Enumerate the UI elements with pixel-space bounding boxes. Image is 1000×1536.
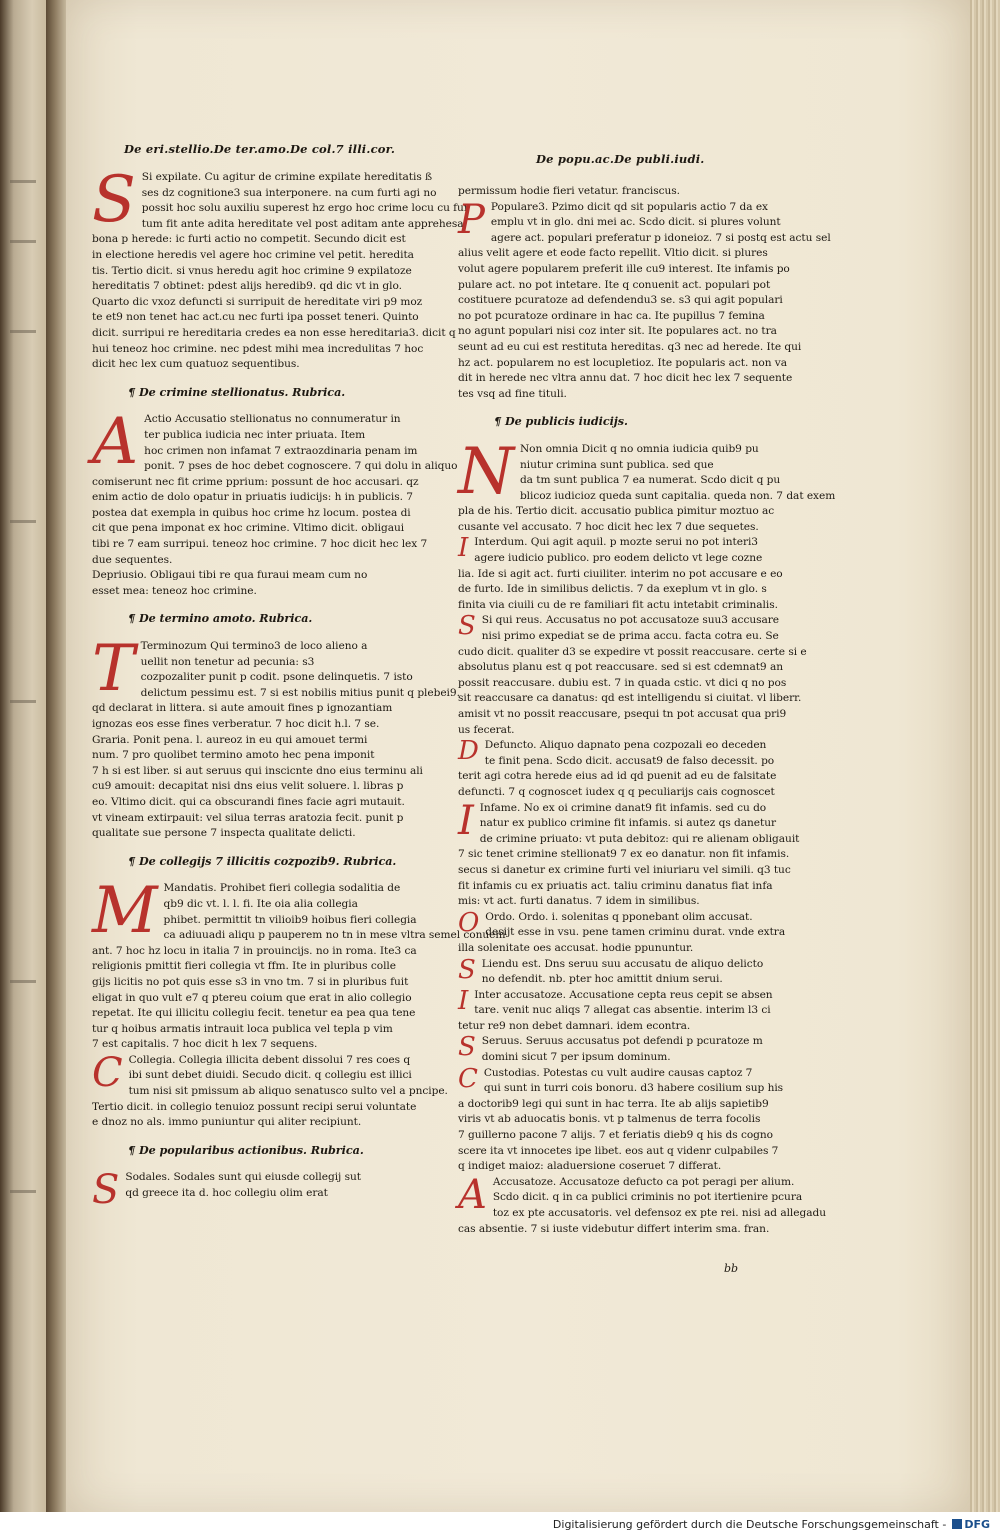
initial-a: A <box>92 405 139 480</box>
right-column <box>458 184 836 1237</box>
initial-n: N <box>458 434 514 509</box>
digitization-footer <box>0 1512 1000 1536</box>
rubric-stellionatus: ¶ De crimine stellionatus. Rubrica. <box>128 384 346 399</box>
initial-s-sodales: S <box>92 1167 120 1214</box>
initial-o: O <box>458 907 480 938</box>
signature-mark: bb <box>724 1262 739 1275</box>
dfg-logo-icon <box>952 1519 962 1529</box>
rubric-publicis-iudicijs: ¶ De publicis iudicijs. <box>494 414 628 429</box>
running-head-right: De popu.ac.De publi.iudi. <box>536 152 705 166</box>
initial-i-inter: I <box>458 985 469 1016</box>
initial-t: T <box>92 632 135 707</box>
paragraph-mandatis: M Mandatis. Prohibet fieri collegia sodalitia de qb9 dic vt. l. l. fi. Ite oia alia collegia phibet. permittit tn vilioib9 hoibus fieri collegia ca adiuuadi aliqu p pauperem no tn in mese vltra semel conueni ant. 7 hoc hz locu in italia 7 in prouincijs. no in roma. Ite3 ca religionis pmittit fieri collegia vt ffm. Ite in pluribus colle gijs licitis no pot quis esse s3 in vno tm. 7 si in pluribus fuit eligat in quo vult e7 q ptereu coium que erat in alio collegio repetat. Ite qui illicitu collegiu fecit. tenetur ea pea qua tene tur q hoibus armatis intrauit loca publica vel tepla p vim 7 est capitalis. 7 hoc dicit h lex 7 sequens. <box>92 874 506 1051</box>
paragraph-si-qui-reus: S Si qui reus. Accusatus no pot accusatoze suu3 accusare nisi primo expediat se de prima accu. facta cotra eu. Se cudo dicit. qualiter d3 se expedire vt possit reaccusare. certe si e absolutus planu est q pot reaccusare. sed si est cdemnat9 an possit reaccusare. dubiu est. 7 in quada cstic. vt dici q no pos sit reaccusare ca danatus: qd est intelligendu si ciuitat. vl liberr. amisit vt no possit reaccusare, psequi tn pot accusat qua pri9 us fecerat. <box>458 611 807 736</box>
left-column <box>92 163 506 1214</box>
rubric-collegijs: ¶ De collegijs 7 illicitis cozpozib9. Rubrica. <box>128 853 397 868</box>
footer-text: Digitalisierung gefördert durch die Deutsche Forschungsgemeinschaft - <box>552 1517 947 1531</box>
previous-leaf-edge <box>0 0 46 1536</box>
running-head-left: De eri.stellio.De ter.amo.De col.7 illi.cor. <box>124 142 396 156</box>
dfg-logo: DFG <box>952 1518 990 1531</box>
initial-a-accusatore: A <box>458 1171 487 1218</box>
initial-s-seruus: S <box>458 1032 476 1063</box>
paragraph-non-omnia: N Non omnia Dicit q no omnia iudicia quib9 pu niutur crimina sunt publica. sed que da tm sunt publica 7 ea numerat. Scdo dicit q pu blicoz iudicioz queda sunt capitalia. queda non. 7 dat exem pla de his. Tertio dicit. accusatio publica pimitur moztuo ac cusante vel accusato. 7 hoc dicit hec lex 7 due sequetes. <box>458 434 836 533</box>
paragraph-terminorum: T Terminozum Qui termino3 de loco alieno a uellit non tenetur ad pecunia: s3 cozpozaliter punit p codit. psone delinquetis. 7 isto delictum pessimu est. 7 si est nobilis mitius punit q plebei9. qd declarat in littera. si aute amouit fines p ignozantiam ignozas eos esse fines verberatur. 7 hoc dicit h.l. 7 se. Graria. Ponit pena. l. aureoz in eu qui amouet termi num. 7 pro quolibet termino amoto hec pena imponit 7 h si est liber. si aut seruus qui inscicnte dno eius terminu ali cu9 amouit: decapitat nisi dns eius velit soluere. l. libras p eo. Vltimo dicit. qui ca obscurandi fines facie agri mutauit. vt vineam extirpauit: vel silua terras aratozia fecit. punit p qualitate sue persone 7 inspecta qualitate delicti. <box>92 632 460 840</box>
book-gutter <box>46 0 68 1536</box>
initial-s-sciendum: S <box>458 954 476 985</box>
paragraph-interdum: I Interdum. Qui agit aquil. p mozte serui no pot interi3 agere iudicio publico. pro eodem delicto vt lege cozne lia. Ide si agit act. furti ciuiliter. interim no pot accusare e eo de furto. Ide in similibus delictis. 7 da exeplum vt in glo. s finita via ciuili cu de re familiari fit actu intetabit criminalis. <box>458 533 783 611</box>
initial-i-infame: I <box>458 797 474 844</box>
initial-c: C <box>92 1049 123 1096</box>
initial-p: P <box>458 196 485 243</box>
paragraph-sciendum: S Liendu est. Dns seruu suu accusatu de aliquo delicto no defendit. nb. pter hoc amittit dnium serui. <box>458 954 764 986</box>
paragraph-populares: P Populare3. Pzimo dicit qd sit popularis actio 7 da ex emplu vt in glo. dni mei ac. Scdo dicit. si plures volunt agere act. populari preferatur p idoneioz. 7 si postq est actu sel alius velit agere et eode facto repellit. Vltio dicit. si plures volut agere popularem preferit ille cu9 interest. Ite infamis po pulare act. no pot intetare. Ite q conuenit act. populari pot costituere pcuratoze ad defendendu3 se. s3 qui agit populari no pot pcuratoze ordinare in hac ca. Ite pupillus 7 femina no agunt populari nisi coz inter sit. Ite populares act. no tra seunt ad eu cui est restituta hereditas. q3 nec ad herede. Ite qui hz act. popularem no est locupletioz. Ite popularis act. non va dit in herede nec vltra annu dat. 7 hoc dicit hec lex 7 sequente tes vsq ad fine tituli. <box>458 196 831 400</box>
paragraph-ordo: O Ordo. Ordo. i. solenitas q pponebant olim accusat. desijt esse in vsu. pene tamen criminu durat. vnde extra illa solenitate oes accusat. hodie ppununtur. <box>458 907 786 954</box>
initial-s: S <box>92 163 136 237</box>
rubric-popularibus: ¶ De popularibus actionibus. Rubrica. <box>128 1142 364 1157</box>
initial-i-interdum: I <box>458 533 469 564</box>
paragraph-depriusio: Depriusio. Obligaui tibi re qua furaui meam cum no esset mea: teneoz hoc crimine. <box>92 569 368 597</box>
paragraph-collegia: C Collegia. Collegia illicita debent dissolui 7 res coes q ibi sunt debet diuidi. Secudo dicit. q collegiu est illici tum nisi sit pmissum ab aliquo senatusco sulto vel a pncipe. Tertio dicit. in collegio tenuioz possunt recipi serui voluntate e dnoz no als. immo puniuntur qui aliter recipiunt. <box>92 1049 448 1129</box>
initial-c-custodias: C <box>458 1063 478 1094</box>
initial-d: D <box>458 736 479 767</box>
paragraph-expilate: S Si expilate. Cu agitur de crimine expilate hereditatis ß ses dz cognitione3 sua interponere. na cum furti agi no possit hoc solu auxiliu superest hz ergo hoc crime locu cu fur tum fit ante adita hereditate vel post aditam ante apprehesa bona p herede: ic furti actio no competit. Secundo dicit est in electione heredis vel agere hoc crimine vel petit. heredita tis. Tertio dicit. si vnus heredu agit hoc crimine 9 expilatoze hereditatis 7 obtinet: pdest alijs heredib9. qd dic vt in glo. Quarto dic vxoz defuncti si surripuit de hereditate viri p9 moz te et9 non tenet hac act.cu nec furti ipa posset teneri. Quinto dicit. surripui re hereditaria credes ea non esse hereditaria3. dicit q hui teneoz hoc crimine. nec pdest mihi mea incredulitas 7 hoc dicit hec lex cum quatuoz sequentibus. <box>92 163 469 371</box>
paragraph-permissum: permissum hodie fieri vetatur. franciscus. <box>458 185 680 197</box>
paragraph-defuncto: D Defuncto. Aliquo dapnato pena cozpozali eo deceden te finit pena. Scdo dicit. accusat9 de falso decessit. po terit agi cotra herede eius ad id qd puenit ad eu de falsitate defuncti. 7 q cognoscet iudex q q peculiarijs cais cognoscet <box>458 736 777 798</box>
paragraph-infame: I Infame. No ex oi crimine danat9 fit infamis. sed cu do natur ex publico crimine fit infamis. si autez qs danetur de crimine priuato: vt puta debitoz: qui re alienam obligauit 7 sic tenet crimine stellionat9 7 ex eo danatur. non fit infamis. secus si danetur ex crimine furti vel iniuriaru vel simili. q3 tuc fit infamis cu ex priuatis act. taliu criminu danatus fiat infa mis: vt act. furti danatus. 7 idem in similibus. <box>458 797 800 908</box>
rubric-termino-amoto: ¶ De termino amoto. Rubrica. <box>128 611 313 626</box>
paragraph-custodias: C Custodias. Potestas cu vult audire causas captoz 7 qui sunt in turri cois bonoru. d3 habere cosilium sup his a doctorib9 legi qui sunt in hac terra. Ite ab alijs sapietib9 viris vt ab aduocatis bonis. vt p talmenus de terra focolis 7 guillerno pacone 7 alijs. 7 et feriatis dieb9 q his ds cogno scere ita vt innocetes ipe libet. eos aut q videnr culpabiles 7 q indiget maioz: aladuersione coseruet 7 differat. <box>458 1063 784 1173</box>
paragraph-inter-accusatore: I Inter accusatoze. Accusatione cepta reus cepit se absen tare. venit nuc aliqs 7 allegat cas absentie. interim l3 ci tetur re9 non debet damnari. idem econtra. <box>458 985 773 1032</box>
paragraph-accusatore: A Accusatoze. Accusatoze defucto ca pot peragi per alium. Scdo dicit. q in ca publici criminis no pot itertienire pcura toz ex pte accusatoris. vel defensoz ex pte rei. nisi ad allegadu cas absentie. 7 si iuste videbutur differt interim sma. fran. <box>458 1171 826 1235</box>
paragraph-sodales: S Sodales. Sodales sunt qui eiusde collegij sut qd greece ita d. hoc collegiu olim erat <box>92 1167 361 1214</box>
paragraph-seruus: S Seruus. Seruus accusatus pot defendi p pcuratoze m domini sicut 7 per ipsum dominum. <box>458 1032 763 1064</box>
initial-s-reus: S <box>458 611 476 642</box>
paragraph-actio: A Actio Accusatio stellionatus no connumeratur in ter publica iudicia nec inter priuata. Item hoc crimen non infamat 7 extraozdinaria penam im ponit. 7 pses de hoc debet cognoscere. 7 qui dolu in aliquo comiserunt nec fit crime pprium: possunt de hoc accusari. qz enim actio de dolo opatur in priuatis iudicijs: h in publicis. 7 postea dat exempla in quibus hoc crime hz locum. postea di cit que pena imponat ex hoc crimine. Vltimo dicit. obligaui tibi re 7 eam surripui. teneoz hoc crimine. 7 hoc dicit hec lex 7 due sequentes. <box>92 405 458 566</box>
fore-edge <box>970 0 1000 1512</box>
initial-m: M <box>92 874 158 949</box>
